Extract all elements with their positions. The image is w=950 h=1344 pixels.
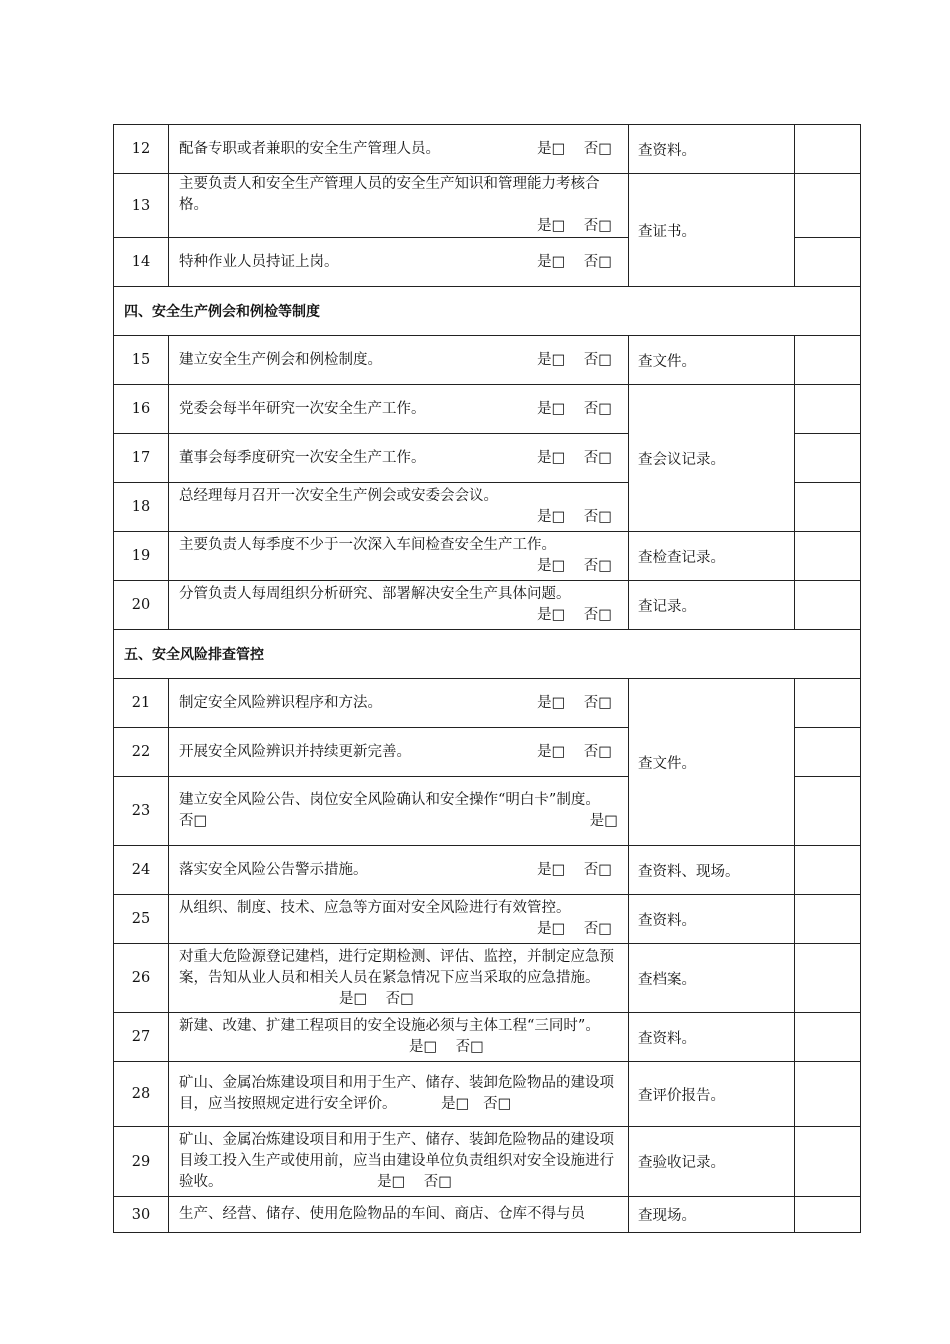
yes-checkbox[interactable]: 是□ (589, 813, 618, 829)
item-text: 配备专职或者兼职的安全生产管理人员。 (179, 140, 440, 157)
result-cell[interactable] (795, 174, 861, 238)
item-text: 主要负责人每季度不少于一次深入车间检查安全生产工作。 (179, 537, 556, 553)
item-number: 16 (114, 385, 169, 434)
item-number: 26 (114, 944, 169, 1013)
item-number: 15 (114, 336, 169, 385)
result-cell[interactable] (795, 777, 861, 846)
item-text: 党委会每半年研究一次安全生产工作。 (179, 400, 426, 417)
yes-checkbox[interactable]: 是□ (537, 558, 566, 574)
result-cell[interactable] (795, 728, 861, 777)
item-number: 23 (114, 777, 169, 846)
result-cell[interactable] (795, 125, 861, 174)
item-number: 24 (114, 846, 169, 895)
item-content (169, 125, 629, 174)
result-cell[interactable] (795, 1062, 861, 1127)
yes-no-checkboxes[interactable] (537, 448, 618, 469)
table-row (114, 581, 861, 630)
yes-checkbox[interactable]: 是□ (409, 1039, 438, 1055)
no-checkbox[interactable]: 否□ (583, 140, 612, 157)
check-method: 查检查记录。 (629, 532, 795, 581)
table-row (114, 385, 861, 434)
yes-no-checkboxes[interactable] (179, 507, 618, 528)
no-checkbox[interactable]: 否□ (583, 861, 612, 878)
no-checkbox[interactable]: 否□ (583, 558, 612, 574)
item-number: 18 (114, 483, 169, 532)
item-content (169, 944, 629, 1013)
table-row (114, 1062, 861, 1127)
section-heading: 四、安全生产例会和例检等制度 (114, 287, 861, 336)
yes-no-checkboxes[interactable] (179, 605, 618, 626)
yes-checkbox[interactable]: 是□ (537, 218, 566, 234)
yes-no-checkboxes[interactable] (377, 1174, 452, 1190)
check-method: 查资料。 (629, 125, 795, 174)
item-number: 20 (114, 581, 169, 630)
result-cell[interactable] (795, 846, 861, 895)
item-content (169, 581, 629, 630)
item-text: 主要负责人和安全生产管理人员的安全生产知识和管理能力考核合格。 (179, 176, 600, 213)
result-cell[interactable] (795, 581, 861, 630)
yes-no-checkboxes[interactable] (537, 742, 618, 763)
yes-no-checkboxes[interactable] (179, 556, 618, 577)
item-text: 新建、改建、扩建工程项目的安全设施必须与主体工程“三同时”。 (179, 1018, 600, 1034)
no-checkbox[interactable]: 否□ (455, 1039, 484, 1055)
item-content (169, 728, 629, 777)
table-row (114, 895, 861, 944)
item-text: 落实安全风险公告警示措施。 (179, 861, 368, 878)
table-row (114, 679, 861, 728)
item-content (169, 895, 629, 944)
result-cell[interactable] (795, 679, 861, 728)
item-content (169, 679, 629, 728)
item-content (169, 532, 629, 581)
item-text: 分管负责人每周组织分析研究、部署解决安全生产具体问题。 (179, 586, 571, 602)
item-number: 17 (114, 434, 169, 483)
yes-checkbox[interactable]: 是□ (537, 694, 566, 711)
check-method: 查记录。 (629, 581, 795, 630)
yes-checkbox[interactable]: 是□ (441, 1096, 470, 1112)
yes-no-checkboxes[interactable] (537, 860, 618, 881)
item-content (169, 336, 629, 385)
no-checkbox[interactable]: 否□ (583, 694, 612, 711)
no-checkbox[interactable]: 否□ (423, 1174, 452, 1190)
yes-checkbox[interactable]: 是□ (537, 743, 566, 760)
section-heading: 五、安全风险排查管控 (114, 630, 861, 679)
yes-no-checkboxes[interactable] (537, 139, 618, 160)
yes-checkbox[interactable]: 是□ (537, 449, 566, 466)
result-cell[interactable] (795, 483, 861, 532)
table-row (114, 1127, 861, 1197)
yes-no-checkboxes[interactable] (537, 252, 618, 273)
check-method: 查评价报告。 (629, 1062, 795, 1127)
section-row (114, 287, 861, 336)
no-checkbox[interactable]: 否□ (583, 218, 612, 234)
item-text: 建立安全生产例会和例检制度。 (179, 351, 382, 368)
item-text: 从组织、制度、技术、应急等方面对安全风险进行有效管控。 (179, 900, 571, 916)
table-row (114, 125, 861, 174)
item-content (169, 846, 629, 895)
item-text: 矿山、金属冶炼建设项目和用于生产、储存、装卸危险物品的建设项目竣工投入生产或使用前，应当由建设单位负责组织对安全设施进行验收。 (179, 1132, 614, 1190)
table-row (114, 336, 861, 385)
item-number: 29 (114, 1127, 169, 1197)
table-row (114, 174, 861, 238)
result-cell[interactable] (795, 944, 861, 1013)
table-row (114, 1197, 861, 1233)
item-text: 建立安全风险公告、岗位安全风险确认和安全操作“明白卡”制度。 (179, 792, 600, 808)
no-checkbox[interactable]: 否□ (179, 813, 208, 829)
item-content (169, 1013, 629, 1062)
yes-no-checkboxes[interactable] (441, 1096, 511, 1112)
yes-no-checkboxes[interactable] (179, 216, 618, 237)
yes-no-checkboxes[interactable] (179, 919, 618, 940)
item-number: 13 (114, 174, 169, 238)
check-method: 查现场。 (629, 1197, 795, 1233)
check-method: 查验收记录。 (629, 1127, 795, 1197)
result-cell[interactable] (795, 1013, 861, 1062)
table-row (114, 846, 861, 895)
item-number: 14 (114, 238, 169, 287)
result-cell[interactable] (795, 434, 861, 483)
yes-checkbox[interactable]: 是□ (537, 861, 566, 878)
item-number: 30 (114, 1197, 169, 1233)
item-number: 22 (114, 728, 169, 777)
table-row (114, 1013, 861, 1062)
yes-checkbox[interactable]: 是□ (537, 509, 566, 525)
check-method: 查会议记录。 (629, 385, 795, 532)
item-text: 董事会每季度研究一次安全生产工作。 (179, 449, 426, 466)
no-checkbox[interactable]: 否□ (483, 1096, 512, 1112)
yes-checkbox[interactable]: 是□ (537, 351, 566, 368)
check-method: 查资料、现场。 (629, 846, 795, 895)
item-number: 27 (114, 1013, 169, 1062)
check-method: 查资料。 (629, 1013, 795, 1062)
no-checkbox[interactable]: 否□ (583, 449, 612, 466)
check-method: 查档案。 (629, 944, 795, 1013)
item-number: 25 (114, 895, 169, 944)
no-checkbox[interactable]: 否□ (583, 509, 612, 525)
item-number: 19 (114, 532, 169, 581)
item-text: 对重大危险源登记建档，进行定期检测、评估、监控，并制定应急预案，告知从业人员和相关人员在紧急情况下应当采取的应急措施。 (179, 948, 614, 986)
result-cell[interactable] (795, 336, 861, 385)
result-cell[interactable] (795, 238, 861, 287)
yes-checkbox[interactable]: 是□ (377, 1174, 406, 1190)
item-content (169, 434, 629, 483)
item-content (169, 483, 629, 532)
item-content (169, 174, 629, 238)
yes-checkbox[interactable]: 是□ (537, 607, 566, 623)
check-method: 查证书。 (629, 174, 795, 287)
table-row (114, 944, 861, 1013)
item-text: 开展安全风险辨识并持续更新完善。 (179, 743, 411, 760)
yes-checkbox[interactable]: 是□ (537, 400, 566, 417)
item-content (169, 1062, 629, 1127)
yes-checkbox[interactable]: 是□ (339, 990, 368, 1007)
result-cell[interactable] (795, 1127, 861, 1197)
yes-no-checkboxes[interactable] (537, 399, 618, 420)
no-checkbox[interactable]: 否□ (583, 743, 612, 760)
no-checkbox[interactable]: 否□ (583, 921, 612, 937)
yes-no-checkboxes[interactable] (590, 811, 618, 832)
table-row (114, 532, 861, 581)
check-method: 查资料。 (629, 895, 795, 944)
item-content (169, 1127, 629, 1197)
item-number: 21 (114, 679, 169, 728)
item-text: 总经理每月召开一次安全生产例会或安委会会议。 (179, 488, 498, 504)
item-number: 28 (114, 1062, 169, 1127)
result-cell[interactable] (795, 1197, 861, 1233)
no-checkbox[interactable]: 否□ (385, 990, 414, 1007)
item-content (169, 238, 629, 287)
inspection-checklist-table (113, 124, 861, 1233)
check-method: 查文件。 (629, 679, 795, 846)
yes-checkbox[interactable]: 是□ (537, 921, 566, 937)
no-checkbox[interactable]: 否□ (583, 253, 612, 270)
item-text: 矿山、金属冶炼建设项目和用于生产、储存、装卸危险物品的建设项目，应当按照规定进行安全评价。 (179, 1075, 614, 1112)
item-text: 制定安全风险辨识程序和方法。 (179, 694, 382, 711)
item-text: 特种作业人员持证上岗。 (179, 253, 339, 270)
section-row (114, 630, 861, 679)
item-text: 生产、经营、储存、使用危险物品的车间、商店、仓库不得与员 (179, 1206, 585, 1222)
yes-no-checkboxes[interactable] (537, 693, 618, 714)
item-content (169, 1197, 629, 1233)
check-method: 查文件。 (629, 336, 795, 385)
yes-no-checkboxes[interactable] (339, 991, 414, 1007)
result-cell[interactable] (795, 385, 861, 434)
yes-checkbox[interactable]: 是□ (537, 253, 566, 270)
no-checkbox[interactable]: 否□ (583, 607, 612, 623)
result-cell[interactable] (795, 532, 861, 581)
item-content (169, 777, 629, 846)
item-content (169, 385, 629, 434)
no-checkbox[interactable]: 否□ (583, 351, 612, 368)
no-checkbox[interactable]: 否□ (583, 400, 612, 417)
yes-checkbox[interactable]: 是□ (537, 140, 566, 157)
result-cell[interactable] (795, 895, 861, 944)
yes-no-checkboxes[interactable] (537, 350, 618, 371)
item-number: 12 (114, 125, 169, 174)
yes-no-checkboxes[interactable] (409, 1039, 484, 1055)
